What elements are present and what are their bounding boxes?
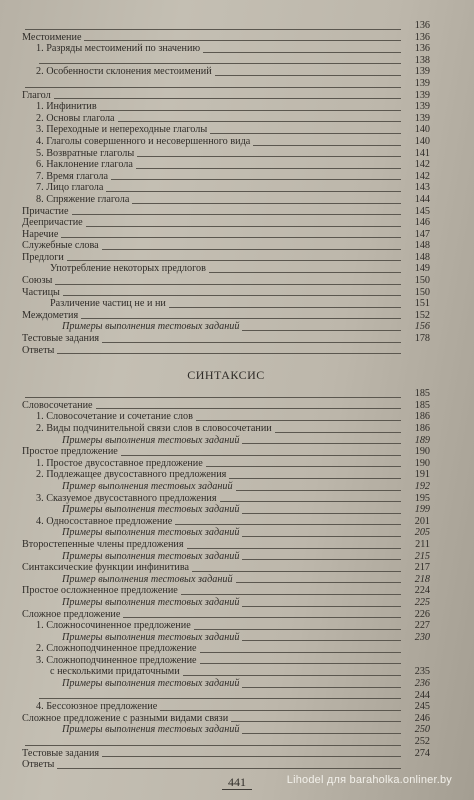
toc-entry-page: 139 [414,77,430,89]
toc-entry [22,701,430,713]
toc-entry [22,655,430,667]
toc-entry-title: Междометия [22,309,79,321]
dot-leader [106,191,401,192]
toc-entry [22,240,430,252]
dot-leader [123,617,401,618]
toc-entry-title: Примеры выполнения тестовых заданий [62,724,240,736]
toc-entry [22,435,430,447]
toc-entry-page: 141 [414,147,430,159]
toc-entry [22,66,430,78]
toc-entry [22,78,430,90]
toc-entry [22,229,430,241]
toc-entry-title: Пример выполнения тестовых заданий [62,480,233,492]
toc-entry [22,400,430,412]
toc-entry-page: 142 [414,170,430,182]
toc-entry-title: Деепричастие [22,217,83,229]
toc-entry-title: 3. Переходные и непереходные глаголы [36,124,208,136]
toc-morphology-section [22,20,430,356]
toc-entry-page: 236 [414,678,430,690]
dot-leader [242,513,401,514]
toc-entry-title: 4. Бессоюзное предложение [36,701,158,713]
toc-entry-page: 149 [414,263,430,275]
dot-leader [169,307,401,308]
toc-entry [22,632,430,644]
toc-entry-page: 227 [414,620,430,632]
dot-leader [206,466,401,467]
toc-entry-page: 186 [414,423,430,434]
toc-entry [22,43,430,55]
toc-entry-title: Частицы [22,286,60,298]
toc-entry-title: Примеры выполнения тестовых заданий [62,631,240,643]
toc-entry [22,388,430,400]
dot-leader [136,168,401,169]
toc-entry-title: Причастие [22,205,69,217]
dot-leader [175,524,401,525]
dot-leader [61,237,401,238]
dot-leader [25,745,401,746]
toc-entry-title: 2. Основы глагола [36,112,115,124]
toc-entry [22,217,430,229]
toc-entry [22,759,430,771]
toc-entry [22,690,430,702]
toc-entry-page: 245 [414,701,430,713]
toc-entry-page: 246 [414,712,430,724]
toc-entry-title: 8. Спряжение глагола [36,193,130,205]
dot-leader [242,733,401,734]
dot-leader [220,501,401,502]
dot-leader [100,110,401,111]
dot-leader [102,756,401,757]
toc-entry-title: Ответы [22,759,55,771]
dot-leader [242,536,401,537]
toc-entry-page: 142 [414,159,430,171]
toc-entry-title: Простое осложненное предложение [22,585,178,597]
toc-entry-title: Примеры выполнения тестовых заданий [62,527,240,539]
toc-entry-page: 156 [414,321,430,333]
toc-entry-page: 136 [414,20,430,31]
toc-entry [22,182,430,194]
toc-entry-page: 201 [414,515,430,527]
section-heading: СИНТАКСИС [187,368,265,383]
toc-entry-page: 178 [414,333,430,345]
toc-entry-page: 140 [414,124,430,136]
toc-entry-title: Союзы [22,275,53,287]
dot-leader [96,408,401,409]
toc-entry-title: Сложное предложение с разными видами связи [22,712,229,724]
toc-entry-page: 211 [415,538,430,550]
toc-entry-page: 224 [414,585,430,597]
toc-entry [22,113,430,125]
toc-entry [22,275,430,287]
toc-entry-title: 4. Глаголы совершенного и несовершенного вида [36,135,251,147]
toc-entry-title: 2. Особенности склонения местоимений [36,66,212,78]
toc-entry-title: Наречие [22,228,59,240]
toc-entry [22,458,430,470]
toc-entry-page: 185 [414,399,430,411]
dot-leader [203,52,401,53]
dot-leader [111,179,401,180]
toc-entry-title: Примеры выполнения тестовых заданий [62,678,240,690]
toc-entry [22,551,430,563]
dot-leader [229,478,401,479]
toc-entry-title: 1. Инфинитив [36,101,97,113]
dot-leader [194,629,401,630]
toc-entry [22,643,430,655]
toc-entry [22,136,430,148]
toc-entry-page: 235 [414,666,430,678]
toc-entry [22,585,430,597]
table-of-contents [22,20,430,771]
toc-entry-title: 2. Виды подчинительной связи слов в словосочетании [36,423,272,434]
dot-leader [137,156,401,157]
dot-leader [242,687,401,688]
dot-leader [242,606,401,607]
toc-entry-page: 139 [414,89,430,101]
dot-leader [72,214,402,215]
toc-entry-title: Примеры выполнения тестовых заданий [62,596,240,608]
toc-entry [22,159,430,171]
dot-leader [242,330,401,331]
toc-entry-page: 252 [414,736,430,748]
toc-entry-page: 151 [414,298,430,310]
toc-entry [22,101,430,113]
toc-entry-title: Употребление некоторых предлогов [50,263,206,275]
toc-entry-page: 230 [414,631,430,643]
toc-entry-title: 1. Простое двусоставное предложение [36,457,203,469]
dot-leader [57,353,401,354]
toc-entry-title: Простое предложение [22,446,118,458]
toc-entry [22,298,430,310]
toc-entry-page: 205 [414,527,430,539]
toc-entry-page: 244 [414,689,430,701]
toc-entry [22,609,430,621]
toc-entry [22,333,430,345]
toc-entry-page: 150 [414,286,430,298]
toc-entry [22,446,430,458]
toc-entry-title: Примеры выполнения тестовых заданий [62,321,240,333]
dot-leader [236,582,401,583]
toc-entry [22,481,430,493]
toc-entry [22,20,430,32]
toc-entry-page: 136 [414,43,430,55]
toc-entry-title: с несколькими придаточными [50,666,180,678]
toc-entry [22,287,430,299]
dot-leader [25,397,401,398]
dot-leader [200,652,401,653]
toc-entry-title: Тестовые задания [22,747,100,759]
dot-leader [118,121,401,122]
dot-leader [242,443,401,444]
toc-entry [22,345,430,357]
dot-leader [39,63,401,64]
dot-leader [187,548,401,549]
toc-syntax-section [22,388,430,771]
dot-leader [132,203,401,204]
toc-entry-page: 192 [414,480,430,492]
toc-entry-page: 147 [414,228,430,240]
dot-leader [236,490,401,491]
toc-entry-title: Тестовые задания [22,333,100,345]
toc-entry [22,171,430,183]
toc-entry [22,148,430,160]
toc-entry [22,90,430,102]
toc-entry [22,124,430,136]
toc-entry-title: 6. Наклонение глагола [36,159,133,171]
toc-entry [22,423,430,435]
toc-entry-title: 1. Разряды местоимений по значению [36,43,201,55]
toc-entry-title: Словосочетание [22,399,93,411]
toc-entry-page: 274 [414,747,430,759]
dot-leader [160,710,401,711]
dot-leader [215,75,401,76]
toc-entry-page: 145 [414,205,430,217]
toc-entry [22,321,430,333]
toc-entry [22,310,430,322]
toc-entry-title: Примеры выполнения тестовых заданий [62,550,240,562]
dot-leader [86,226,401,227]
toc-entry-page: 152 [414,309,430,321]
toc-entry-title: Местоимение [22,31,82,43]
toc-entry-page: 250 [414,724,430,736]
toc-entry-title: 5. Возвратные глаголы [36,147,135,159]
toc-entry-title: 4. Односоставное предложение [36,515,173,527]
dot-leader [54,98,401,99]
toc-entry-title: Ответы [22,344,55,356]
dot-leader [57,768,401,769]
dot-leader [192,571,401,572]
toc-entry-title: 1. Сложносочиненное предложение [36,620,191,632]
toc-entry-page: 195 [414,492,430,504]
toc-entry-page: 226 [414,608,430,620]
toc-entry-title: Предлоги [22,251,64,263]
toc-entry [22,32,430,44]
dot-leader [81,318,401,319]
toc-entry [22,263,430,275]
toc-entry-title: 3. Сложноподчиненное предложение [36,654,197,666]
toc-entry [22,469,430,481]
toc-entry-title: Второстепенные члены предложения [22,538,184,550]
toc-entry-title: Различение частиц не и ни [50,298,166,310]
toc-entry-page: 139 [414,66,430,78]
toc-entry [22,411,430,423]
toc-entry-page: 218 [414,573,430,585]
dot-leader [183,675,401,676]
dot-leader [242,559,401,560]
toc-entry-title: Глагол [22,89,51,101]
toc-entry-page: 148 [414,251,430,263]
watermark: Lihodel для baraholka.onliner.by [286,774,452,786]
toc-entry-title: 2. Сложноподчиненное предложение [36,643,197,655]
toc-entry [22,516,430,528]
toc-entry [22,504,430,516]
dot-leader [196,420,401,421]
toc-entry [22,666,430,678]
dot-leader [102,249,401,250]
toc-entry-title: Примеры выполнения тестовых заданий [62,504,240,516]
toc-entry [22,713,430,725]
toc-entry [22,194,430,206]
dot-leader [55,284,401,285]
toc-entry [22,597,430,609]
toc-entry-page: 186 [414,411,430,423]
toc-entry-page: 146 [414,217,430,229]
toc-entry-page: 140 [414,135,430,147]
dot-leader [253,145,401,146]
dot-leader [200,663,401,664]
toc-entry-page: 199 [414,504,430,516]
toc-entry-page: 215 [414,550,430,562]
toc-entry-page: 139 [414,112,430,124]
toc-entry-page: 136 [414,31,430,43]
toc-entry [22,736,430,748]
dot-leader [39,698,401,699]
dot-leader [25,29,401,30]
toc-entry [22,724,430,736]
toc-entry [22,252,430,264]
toc-entry-page: 138 [414,54,430,66]
dot-leader [67,260,401,261]
toc-entry-title: Примеры выполнения тестовых заданий [62,434,240,446]
toc-entry [22,574,430,586]
dot-leader [63,295,401,296]
dot-leader [209,272,401,273]
toc-entry-page: 189 [414,434,430,446]
dot-leader [121,455,401,456]
dot-leader [84,40,401,41]
dot-leader [210,133,401,134]
toc-entry-page: 150 [414,275,430,287]
toc-entry [22,527,430,539]
toc-entry-title: 7. Лицо глагола [36,182,104,194]
toc-entry [22,748,430,760]
toc-entry [22,539,430,551]
dot-leader [242,640,401,641]
toc-entry-title: 2. Подлежащее двусоставного предложения [36,469,227,481]
page-number: 441 [222,775,252,790]
toc-entry-page: 217 [414,562,430,574]
toc-entry-title: 3. Сказуемое двусоставного предложения [36,492,217,504]
toc-entry-page: 190 [414,446,430,458]
toc-entry [22,55,430,67]
toc-entry-page: 143 [414,182,430,194]
toc-entry [22,678,430,690]
toc-entry-title: Служебные слова [22,240,99,252]
toc-entry [22,206,430,218]
toc-entry [22,620,430,632]
toc-entry-title: Синтаксические функции инфинитива [22,562,190,574]
toc-entry-title: 1. Словосочетание и сочетание слов [36,411,193,423]
toc-entry-page: 225 [414,596,430,608]
toc-entry-page: 144 [414,193,430,205]
toc-entry-page: 185 [414,388,430,400]
toc-entry-page: 148 [414,240,430,252]
toc-entry-title: Сложное предложение [22,608,121,620]
toc-entry-title: 7. Время глагола [36,170,109,182]
dot-leader [181,594,401,595]
toc-entry-page: 190 [414,457,430,469]
dot-leader [25,87,401,88]
toc-entry-title: Пример выполнения тестовых заданий [62,573,233,585]
toc-entry-page: 139 [414,101,430,113]
dot-leader [275,432,401,433]
toc-entry [22,562,430,574]
toc-entry-page: 191 [414,469,430,481]
dot-leader [102,342,401,343]
toc-entry [22,493,430,505]
dot-leader [231,721,401,722]
